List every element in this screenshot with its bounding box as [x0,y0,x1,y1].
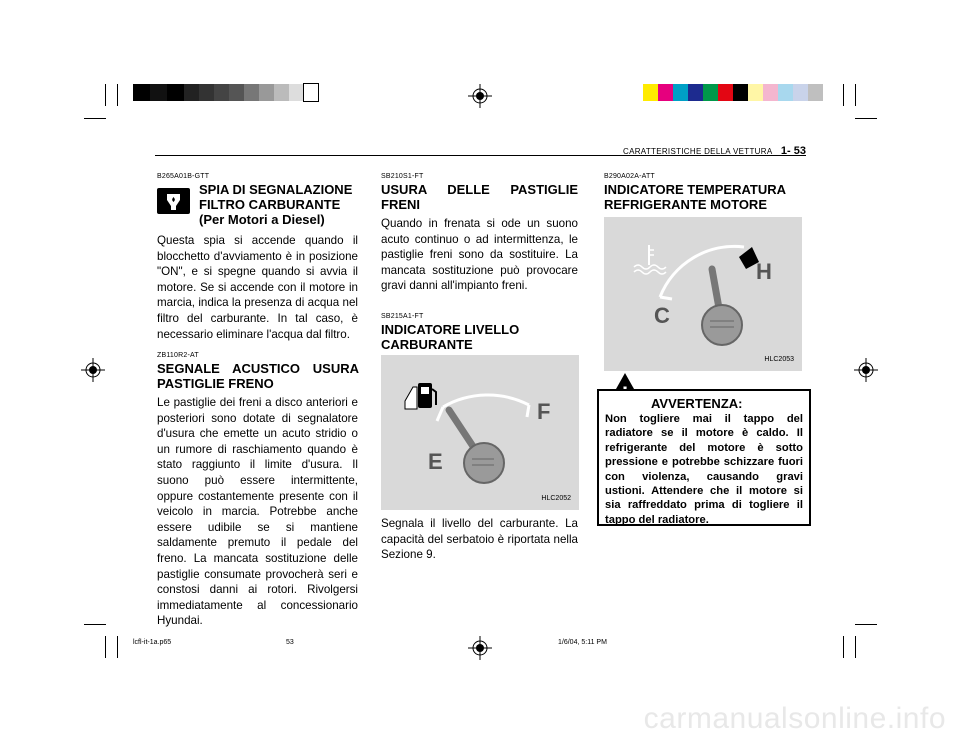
temperature-gauge-illustration [604,217,802,371]
col2-sec2-body: Segnala il livello del carburante. La capacità del serbatoio è riportata nella Sezione 9. [381,517,578,562]
col2-sec2-title: INDICATORE LIVELLO CARBURANTE [381,322,520,352]
temperature-gauge-c-label: C [654,303,670,328]
fuel-filter-warning-icon [157,188,190,214]
fuel-pump-icon [405,383,436,409]
footer-page-number: 53 [286,639,294,646]
registration-target-bottom [468,636,492,660]
col1-sec2-title: SEGNALE ACUSTICO USURA PASTIGLIE FRENO [157,361,359,391]
col1-sec2-body: Le pastiglie dei freni a disco anteriori e posteriori sono dotate di segnalatore d'usura che emette un acuto stridio o un rumore di raschiamento quando è stato raggiunto il limite d'usura. Il suono può essere intermittente, oppure costantemente presente con il veicolo in marcia. Potrebbe anche essere udibile se si mantiene saldamente premuto il pedale del freno. La mancata sostituzione delle pastiglie consumate provocherà seri e constosi danni ai rotori. Rivolgersi immediatamente al concessionario Hyundai. [157,396,358,628]
registration-target-right [854,358,878,382]
col2-sec1-body: Quando in frenata si ode un suono acuto continuo o ad intermittenza, le pastiglie freni sono da sostituire. La mancata sostituzione può provocare gravi danni all'impianto freni. [381,217,578,293]
warning-box [597,389,811,526]
col3-sec1-title: INDICATORE TEMPERATURA REFRIGERANTE MOTORE [604,182,786,212]
col2-sec1-title: USURA DELLE PASTIGLIE FRENI [381,182,578,212]
registration-target-left [81,358,105,382]
col1-sec1-code: B265A01B-GTT [157,173,210,180]
col1-sec2-code: ZB110R2-AT [157,352,199,359]
col2-sec2-code: SB215A1-FT [381,313,424,320]
header-title: CARATTERISTICHE DELLA VETTURA [623,147,773,156]
warning-body: Non togliere mai il tappo del radiatore se il motore è caldo. Il refrigerante del motore è sotto pressione e potrebbe schizzare fuori con violenza, causando gravi ustioni. Attendere che il motore si sia raffreddato prima di togliere il tappo del radiatore. [605,413,803,526]
page-number: 1- 53 [780,145,806,157]
fuel-gauge-figure-label: HLC2052 [541,495,571,502]
temperature-gauge-h-label: H [756,259,772,284]
footer-timestamp: 1/6/04, 5:11 PM [558,639,607,646]
footer-file: lcfl-it-1a.p65 [133,639,172,646]
watermark: carmanualsonline.info [643,702,946,735]
col1-sec1-title: SPIA DI SEGNALAZIONE FILTRO CARBURANTE (Per Motori a Diesel) [199,182,353,227]
coolant-temperature-icon [634,245,666,274]
temperature-gauge-figure-label: HLC2053 [764,356,794,363]
temperature-gauge-figure [604,217,802,371]
fuel-gauge-f-label: F [537,399,551,424]
fuel-gauge-e-label: E [428,449,443,474]
fuel-gauge-illustration [381,355,579,510]
col1-sec1-body: Questa spia si accende quando il blocchetto d'avviamento è in posizione "ON", e si spegne quando si avvia il motore. Se si accende con il motore in marcia, indica la presenza di acqua nel filtro del carburante. In tal caso, è necessario eliminare l'acqua dal filtro. [157,234,358,341]
fuel-gauge-figure [381,355,579,510]
col3-sec1-code: B290A02A-ATT [604,173,655,180]
header [600,141,806,159]
registration-target-top [468,84,492,108]
col2-sec1-code: SB210S1-FT [381,173,424,180]
warning-title: AVVERTENZA: [651,396,743,411]
